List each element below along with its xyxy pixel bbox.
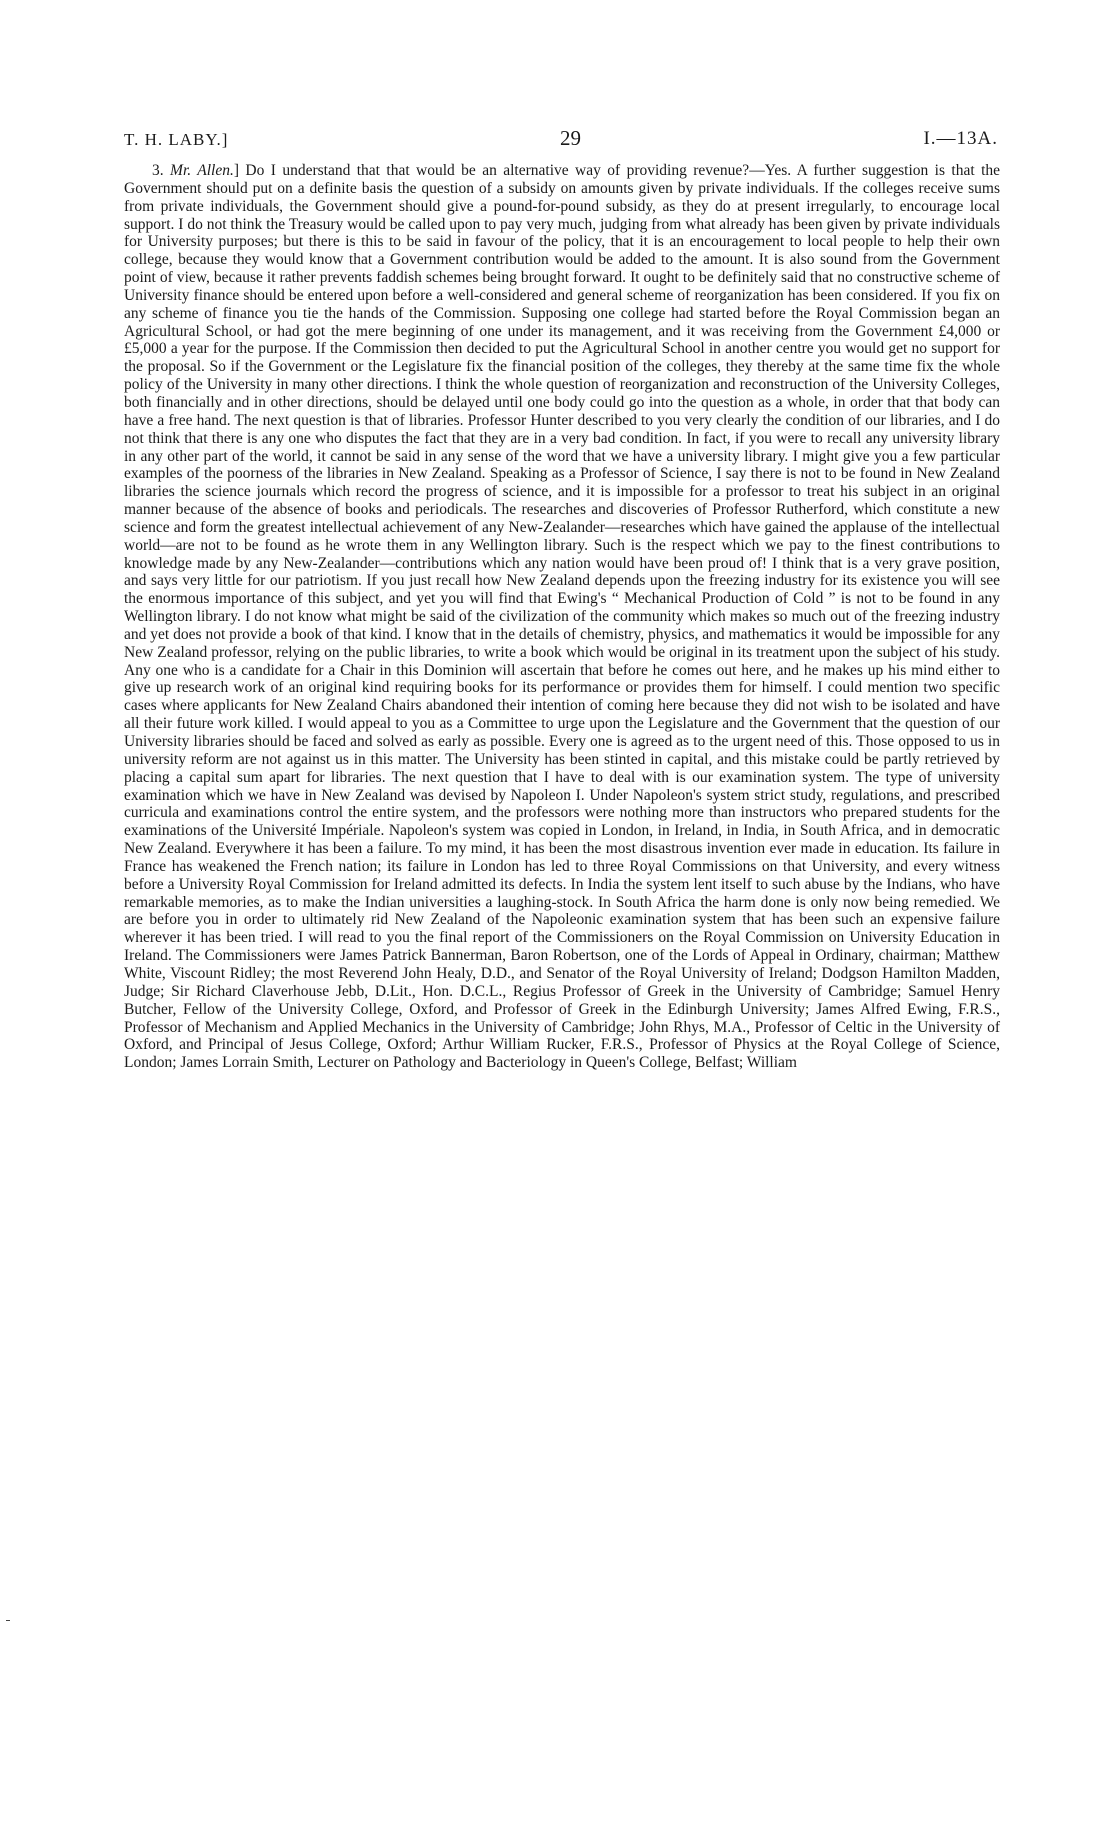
question-number: 3. — [152, 162, 164, 179]
questioner-name: Mr. Allen. — [170, 162, 234, 179]
page-number: 29 — [560, 126, 581, 150]
evidence-text: Do I understand that that would be an alternative way of providing revenue?—Yes. A further suggestion is that the Government should put on a definite basis the question of a subsidy on amounts given by private individuals. If the colleges receive sums from private individuals, the Government should give a pound-for-pound subsidy, as they do at present irregularly, to encourage local support. I do not think the Treasury would be called upon to pay very much, judging from what already has been given by private individuals for University purposes; but there is this to be said in favour of the policy, that it is an encouragement to local people to help their own college, because they would know that a Government contribution would be added to the amount. It is also sound from the Government point of view, because it rather prevents faddish schemes being brought forward. It ought to be definitely said that no constructive scheme of University finance should be entered upon before a well-considered and general scheme of reorganization has been considered. If you fix on any scheme of finance you tie the hands of the Commission. Supposing one college had started before the Royal Commission began an Agricultural School, or had got the mere beginning of one under its management, and it was receiving from the Government £4,000 or £5,000 a year for the purpose. If the Commission then decided to put the Agricultural School in another centre you would get no support for the proposal. So if the Government or the Legislature fix the financial position of the colleges, they thereby at the same time fix the whole policy of the University in many other directions. I think the whole question of reorganization and reconstruction of the University Colleges, both financially and in other directions, should be delayed until one body could go into the question as a whole, in order that that body can have a free hand. The next question is that of libraries. Professor Hunter described to you very clearly the condition of our libraries, and I do not think that there is any one who disputes the fact that they are in a very bad condition. In fact, if you were to recall any university library in any other part of the world, it cannot be said in any sense of the word that we have a university library. I might give you a few particular examples of the poorness of the libraries in New Zealand. Speaking as a Professor of Science, I say there is not to be found in New Zealand libraries the science journals which record the progress of science, and it is impossible for a professor to treat his subject in an original manner because of the absence of books and periodicals. The researches and discoveries of Professor Rutherford, which constitute a new science and form the greatest intellectual achievement of any New-Zealander—researches which have gained the applause of the intellectual world—are not to be found as he wrote them in any Wellington library. Such is the respect which we pay to the finest contributions to knowledge made by any New-Zealander—contributions which any nation would have been proud of! I think that is a very grave position, and says very little for our patriotism. If you just recall how New Zealand depends upon the freezing industry for its existence you will see the enormous importance of this subject, and yet you will find that Ewing's “ Mechanical Production of Cold ” is not to be found in any Wellington library. I do not know what might be said of the civilization of the community which makes so much out of the freezing industry and yet does not provide a book of that kind. I know that in the details of chemistry, physics, and mathematics it would be impossible for any New Zealand professor, relying on the public libraries, to write a book which would be original in its treatment upon the subject of his study. Any one who is a candidate for a Chair in this Dominion will ascertain that before he comes out here, and he makes up his mind either to give up research work of an original kind requiring books for its performance or provides them for himself. I could mention two specific cases where applicants for New Zealand Chairs abandoned their intention of coming here because they did not wish to be isolated and have all their future work killed. I would appeal to you as a Committee to urge upon the Legislature and the Government that the question of our University libraries should be faced and solved as early as possible. Every one is agreed as to the urgent need of this. Those opposed to us in university reform are not against us in this matter. The University has been stinted in capital, and this mistake could be partly retrieved by placing a capital sum apart for libraries. The next question that I have to deal with is our examination system. The type of university examination which we have in New Zealand was devised by Napoleon I. Under Napoleon's system strict study, regulations, and prescribed curricula and examinations control the entire system, and the professors were nothing more than instructors who prepared students for the examinations of the Université Impériale. Napoleon's system was copied in London, in Ireland, in India, in South Africa, and in democratic New Zealand. Everywhere it has been a failure. To my mind, it has been the most disastrous invention ever made in education. Its failure in France has weakened the French nation; its failure in London has led to three Royal Commissions on that University, and every witness before a University Royal Commission for Ireland admitted its defects. In India the system lent itself to such abuse by the Indians, who have remarkable memories, as to make the Indian universities a laughing-stock. In South Africa the harm done is only now being remedied. We are before you in order to ultimately rid New Zealand of the Napoleonic examination system that has been such an expensive failure wherever it has been tried. I will read to you the final report of the Commissioners on the Royal Commission on University Education in Ireland. The Commissioners were James Patrick Bannerman, Baron Robertson, one of the Lords of Appeal in Ordinary, chairman; Matthew White, Viscount Ridley; the most Reverend John Healy, D.D., and Senator of the Royal University of Ireland; Dodgson Hamilton Madden, Judge; Sir Richard Claverhouse Jebb, D.Lit., Hon. D.C.L., Regius Professor of Greek in the University of Cambridge; Samuel Henry Butcher, Fellow of the University College, Oxford, and Professor of Greek in the Edinburgh University; James Alfred Ewing, F.R.S., Professor of Mechanism and Applied Mechanics in the University of Cambridge; John Rhys, M.A., Professor of Celtic in the University of Oxford, and Principal of Jesus College, Oxford; Arthur William Rucker, F.R.S., Professor of Physics at the Royal College of Science, London; James Lorrain Smith, Lecturer on Pathology and Bacteriology in Queen's College, Belfast; William — [124, 162, 1001, 1072]
margin-mark — [6, 1620, 10, 1621]
evidence-paragraph — [124, 162, 1000, 1072]
paper-reference: I.—13A. — [923, 128, 998, 149]
questioner-bracket: ] — [233, 162, 240, 179]
witness-name: T. H. LABY.] — [124, 130, 229, 149]
page-header — [124, 126, 998, 156]
